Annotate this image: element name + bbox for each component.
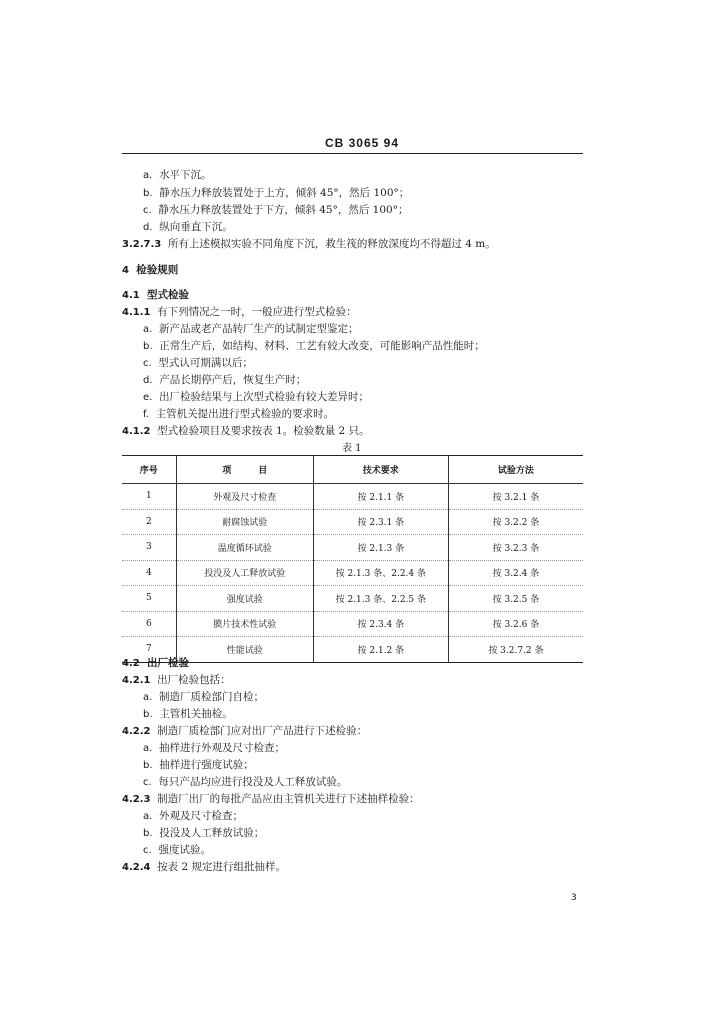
clause-4-2-1: 4.2.1 出厂检验包括： — [122, 674, 231, 686]
clause-4-1-2: 4.1.2 型式检验项目及要求按表 1。检验数量 2 只。 — [122, 425, 370, 437]
column-header: 试验方法 — [448, 456, 583, 484]
table-row — [122, 484, 583, 510]
table-row — [122, 611, 583, 637]
table-cell: 外观及尺寸检查 — [176, 484, 313, 510]
table-row — [122, 637, 583, 663]
table-row — [122, 535, 583, 561]
table-cell: 3 — [122, 535, 176, 561]
list-item: c. 型式认可期满以后； — [143, 357, 253, 369]
list-item: b. 投没及人工释放试验； — [143, 827, 265, 839]
clause-4-2-4: 4.2.4 按表 2 规定进行组批抽样。 — [122, 861, 287, 873]
section-heading-4-1: 4.1 型式检验 — [122, 289, 190, 301]
table-row — [122, 560, 583, 586]
table-row — [122, 509, 583, 535]
table-cell: 按 3.2.1 条 — [448, 484, 583, 510]
table-cell: 按 2.1.3 条、2.2.5 条 — [313, 586, 448, 612]
table-row — [122, 586, 583, 612]
clause-4-1-1: 4.1.1 有下列情况之一时，一般应进行型式检验： — [122, 306, 357, 318]
column-header: 序号 — [122, 456, 176, 484]
section-heading-4: 4 检验规则 — [122, 264, 179, 276]
table-cell: 按 2.1.3 条、2.2.4 条 — [313, 560, 448, 586]
table-cell: 2 — [122, 509, 176, 535]
table-caption: 表 1 — [342, 443, 362, 454]
table-cell: 7 — [122, 637, 176, 663]
section-heading-4-2: 4.2 出厂检验 — [122, 657, 190, 669]
table-cell: 强度试验 — [176, 586, 313, 612]
list-item: e. 出厂检验结果与上次型式检验有较大差异时； — [143, 391, 370, 403]
table-cell: 按 3.2.7.2 条 — [448, 637, 583, 663]
header-rule — [122, 153, 583, 154]
list-item: a. 水平下沉。 — [143, 169, 212, 181]
list-item: c. 静水压力释放装置处于下方，倾斜 45°，然后 100°； — [143, 204, 409, 216]
table-cell: 按 3.2.4 条 — [448, 560, 583, 586]
table-cell: 投没及人工释放试验 — [176, 560, 313, 586]
table-cell: 6 — [122, 611, 176, 637]
table-cell: 按 2.1.3 条 — [313, 535, 448, 561]
list-item: b. 正常生产后，如结构、材料、工艺有较大改变，可能影响产品性能时； — [143, 340, 485, 352]
clause-3-2-7-3: 3.2.7.3 所有上述模拟实验不同角度下沉，救生筏的释放深度均不得超过 4 m。 — [122, 238, 496, 250]
list-item: d. 产品长期停产后，恢复生产时； — [143, 374, 307, 386]
table-cell: 膜片技术性试验 — [176, 611, 313, 637]
table-cell: 4 — [122, 560, 176, 586]
table-cell: 按 3.2.6 条 — [448, 611, 583, 637]
list-item: a. 外观及尺寸检查； — [143, 810, 243, 822]
column-header: 项 目 — [176, 456, 313, 484]
column-header: 技术要求 — [313, 456, 448, 484]
list-item: c. 每只产品均应进行投没及人工释放试验。 — [143, 776, 348, 788]
table-cell: 按 2.3.1 条 — [313, 509, 448, 535]
list-item: c. 强度试验。 — [143, 844, 211, 856]
table-cell: 按 2.1.1 条 — [313, 484, 448, 510]
list-item: a. 新产品或老产品转厂生产的试制定型鉴定； — [143, 323, 359, 335]
clause-4-2-2: 4.2.2 制造厂质检部门应对出厂产品进行下述检验： — [122, 725, 368, 737]
table-cell: 按 2.3.4 条 — [313, 611, 448, 637]
list-item: d. 纵向垂直下沉。 — [143, 221, 233, 233]
list-item: b. 抽样进行强度试验； — [143, 759, 254, 771]
table-header-row — [122, 456, 583, 484]
list-item: f. 主管机关提出进行型式检验的要求时。 — [143, 408, 335, 420]
table-cell: 按 2.1.2 条 — [313, 637, 448, 663]
inspection-table — [122, 455, 583, 663]
table-cell: 性能试验 — [176, 637, 313, 663]
table-cell: 1 — [122, 484, 176, 510]
page-number: 3 — [571, 893, 577, 903]
list-item: a. 制造厂质检部门自检； — [143, 691, 264, 703]
table-cell: 按 3.2.5 条 — [448, 586, 583, 612]
standard-header: CB 3065 94 — [324, 136, 400, 150]
table-cell: 按 3.2.2 条 — [448, 509, 583, 535]
list-item: b. 主管机关抽检。 — [143, 708, 233, 720]
table-cell: 5 — [122, 586, 176, 612]
table-cell: 按 3.2.3 条 — [448, 535, 583, 561]
list-item: a. 抽样进行外观及尺寸检查； — [143, 742, 285, 754]
table-cell: 温度循环试验 — [176, 535, 313, 561]
clause-4-2-3: 4.2.3 制造厂出厂的每批产品应由主管机关进行下述抽样检验： — [122, 793, 420, 805]
list-item: b. 静水压力释放装置处于上方，倾斜 45°，然后 100°； — [143, 187, 410, 199]
table-cell: 耐腐蚀试验 — [176, 509, 313, 535]
